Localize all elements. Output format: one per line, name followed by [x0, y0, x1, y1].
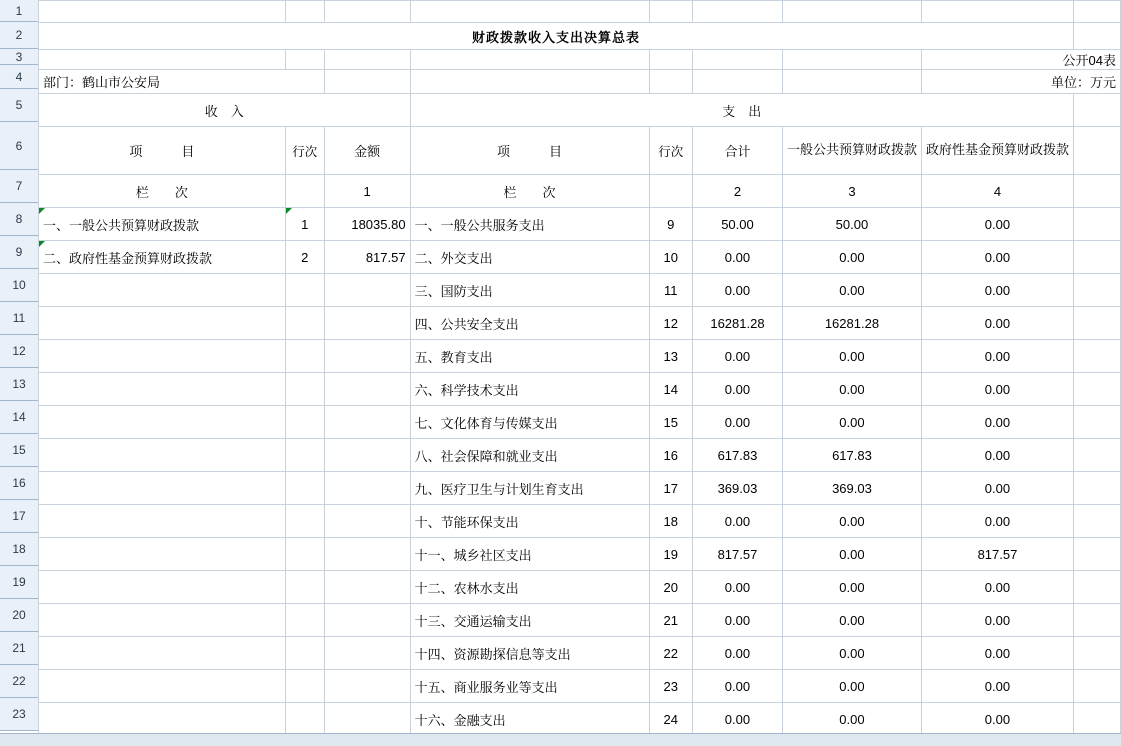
expense-fund-value[interactable]: 0.00 — [921, 307, 1073, 340]
income-line-number[interactable] — [285, 406, 324, 439]
col-header-expense-total: 合计 — [692, 127, 782, 175]
income-item-label[interactable] — [39, 340, 286, 373]
grid-row-4 — [39, 70, 1121, 94]
income-amount-value[interactable] — [324, 670, 410, 703]
row-header-11[interactable]: 11 — [0, 302, 38, 335]
expense-item-label[interactable]: 六、科学技术支出 — [410, 373, 649, 406]
income-amount-value[interactable] — [324, 571, 410, 604]
expense-total-value[interactable]: 0.00 — [692, 505, 782, 538]
expense-item-label[interactable]: 一、一般公共服务支出 — [410, 208, 649, 241]
row-header-21[interactable]: 21 — [0, 632, 38, 665]
column-label-income: 栏 次 — [39, 175, 286, 208]
expense-line-number[interactable]: 20 — [649, 571, 692, 604]
cell-empty[interactable] — [1073, 373, 1120, 406]
cell-empty[interactable] — [1073, 406, 1120, 439]
expense-fund-value[interactable]: 0.00 — [921, 340, 1073, 373]
cell-empty[interactable] — [649, 70, 692, 94]
income-amount-value[interactable] — [324, 406, 410, 439]
cell-empty[interactable] — [692, 70, 782, 94]
income-item-label[interactable] — [39, 670, 286, 703]
expense-general-value[interactable]: 0.00 — [782, 670, 921, 703]
income-line-number[interactable] — [285, 373, 324, 406]
expense-total-value[interactable]: 50.00 — [692, 208, 782, 241]
income-line-number[interactable] — [285, 571, 324, 604]
expense-general-value[interactable]: 0.00 — [782, 604, 921, 637]
income-amount-value[interactable] — [324, 505, 410, 538]
table-row — [39, 670, 1121, 703]
col-header-income-item: 项 目 — [39, 127, 286, 175]
row-header-23[interactable]: 23 — [0, 698, 38, 731]
income-amount-value[interactable] — [324, 472, 410, 505]
row-header-1[interactable]: 1 — [0, 0, 38, 22]
expense-total-value[interactable]: 0.00 — [692, 703, 782, 736]
cell-empty[interactable] — [1073, 439, 1120, 472]
expense-total-value[interactable]: 0.00 — [692, 406, 782, 439]
row-header-22[interactable]: 22 — [0, 665, 38, 698]
expense-line-number[interactable]: 15 — [649, 406, 692, 439]
cell-empty[interactable] — [1073, 23, 1120, 50]
cell-empty[interactable] — [410, 50, 649, 70]
cell-empty[interactable] — [1073, 307, 1120, 340]
cell-empty[interactable] — [285, 175, 324, 208]
grid-row-7 — [39, 175, 1121, 208]
expense-total-value[interactable]: 0.00 — [692, 340, 782, 373]
page-title: 财政拨款收入支出决算总表 — [39, 23, 1074, 50]
table-row — [39, 472, 1121, 505]
cell-empty[interactable] — [782, 1, 921, 23]
expense-line-number[interactable]: 18 — [649, 505, 692, 538]
expense-fund-value[interactable]: 0.00 — [921, 406, 1073, 439]
unit-label: 单位：万元 — [921, 70, 1120, 94]
expense-line-number[interactable]: 12 — [649, 307, 692, 340]
col-header-income-line: 行次 — [285, 127, 324, 175]
expense-general-value[interactable]: 0.00 — [782, 505, 921, 538]
row-header-9[interactable]: 9 — [0, 236, 38, 269]
cell-empty[interactable] — [285, 50, 324, 70]
expense-total-value[interactable]: 0.00 — [692, 670, 782, 703]
expense-total-value[interactable]: 617.83 — [692, 439, 782, 472]
income-item-label[interactable] — [39, 373, 286, 406]
expense-total-value[interactable]: 0.00 — [692, 373, 782, 406]
expense-total-value[interactable]: 0.00 — [692, 604, 782, 637]
expense-total-value[interactable]: 0.00 — [692, 241, 782, 274]
row-header-18[interactable]: 18 — [0, 533, 38, 566]
income-amount-value[interactable] — [324, 439, 410, 472]
expense-fund-value[interactable]: 0.00 — [921, 439, 1073, 472]
expense-general-value[interactable]: 0.00 — [782, 637, 921, 670]
income-amount-value[interactable] — [324, 373, 410, 406]
row-header-4[interactable]: 4 — [0, 65, 38, 89]
income-item-label[interactable] — [39, 307, 286, 340]
expense-general-value[interactable]: 0.00 — [782, 538, 921, 571]
income-line-number[interactable] — [285, 307, 324, 340]
income-line-number[interactable] — [285, 637, 324, 670]
row-header-14[interactable]: 14 — [0, 401, 38, 434]
col-number-1: 1 — [324, 175, 410, 208]
department-label: 部门：鹤山市公安局 — [39, 70, 325, 94]
expense-general-value[interactable]: 0.00 — [782, 373, 921, 406]
report-table — [38, 0, 1121, 736]
table-row — [39, 340, 1121, 373]
sheet-tab-strip[interactable] — [0, 733, 1121, 746]
expense-item-label[interactable]: 四、公共安全支出 — [410, 307, 649, 340]
cell-empty[interactable] — [692, 50, 782, 70]
income-line-number[interactable] — [285, 505, 324, 538]
column-label-expense: 栏 次 — [410, 175, 649, 208]
table-row — [39, 571, 1121, 604]
expense-line-number[interactable]: 17 — [649, 472, 692, 505]
table-row — [39, 241, 1121, 274]
expense-total-value[interactable]: 369.03 — [692, 472, 782, 505]
cell-empty[interactable] — [1073, 637, 1120, 670]
table-row — [39, 406, 1121, 439]
expense-general-value[interactable]: 0.00 — [782, 703, 921, 736]
cell-empty[interactable] — [649, 50, 692, 70]
expense-line-number[interactable]: 24 — [649, 703, 692, 736]
expense-total-value[interactable]: 0.00 — [692, 637, 782, 670]
income-item-label[interactable]: 二、政府性基金预算财政拨款 — [39, 241, 286, 274]
income-item-label[interactable] — [39, 571, 286, 604]
row-header-19[interactable]: 19 — [0, 566, 38, 599]
cell-empty[interactable] — [324, 50, 410, 70]
row-header-17[interactable]: 17 — [0, 500, 38, 533]
expense-fund-value[interactable]: 0.00 — [921, 274, 1073, 307]
grid-row-5 — [39, 94, 1121, 127]
cell-empty[interactable] — [39, 1, 286, 23]
row-header-10[interactable]: 10 — [0, 269, 38, 302]
table-row — [39, 538, 1121, 571]
grid-row-1 — [39, 1, 1121, 23]
cell-empty[interactable] — [1073, 175, 1120, 208]
table-row — [39, 604, 1121, 637]
expense-total-value[interactable]: 0.00 — [692, 274, 782, 307]
expense-fund-value[interactable]: 0.00 — [921, 505, 1073, 538]
income-item-label[interactable] — [39, 505, 286, 538]
expense-line-number[interactable]: 9 — [649, 208, 692, 241]
expense-general-value[interactable]: 617.83 — [782, 439, 921, 472]
table-row — [39, 439, 1121, 472]
table-row — [39, 208, 1121, 241]
cell-empty[interactable] — [782, 70, 921, 94]
expense-general-value[interactable]: 0.00 — [782, 571, 921, 604]
expense-line-number[interactable]: 14 — [649, 373, 692, 406]
expense-total-value[interactable]: 16281.28 — [692, 307, 782, 340]
expense-fund-value[interactable]: 0.00 — [921, 703, 1073, 736]
expense-item-label[interactable]: 十二、农林水支出 — [410, 571, 649, 604]
row-header-column — [0, 0, 39, 731]
income-line-number[interactable] — [285, 472, 324, 505]
expense-fund-value[interactable]: 0.00 — [921, 571, 1073, 604]
cell-empty[interactable] — [692, 1, 782, 23]
col-header-expense-general: 一般公共预算财政拨款 — [782, 127, 921, 175]
income-line-number[interactable] — [285, 439, 324, 472]
income-line-number[interactable] — [285, 604, 324, 637]
income-item-label[interactable] — [39, 703, 286, 736]
row-header-5[interactable]: 5 — [0, 89, 38, 122]
cell-empty[interactable] — [1073, 241, 1120, 274]
cell-empty[interactable] — [1073, 1, 1120, 23]
row-header-2[interactable]: 2 — [0, 22, 38, 49]
cell-empty[interactable] — [410, 1, 649, 23]
income-amount-value[interactable] — [324, 637, 410, 670]
expense-general-value[interactable]: 0.00 — [782, 241, 921, 274]
income-line-number[interactable] — [285, 274, 324, 307]
expense-item-label[interactable]: 十五、商业服务业等支出 — [410, 670, 649, 703]
expense-line-number[interactable]: 22 — [649, 637, 692, 670]
expense-item-label[interactable]: 五、教育支出 — [410, 340, 649, 373]
expense-fund-value[interactable]: 0.00 — [921, 373, 1073, 406]
expense-general-value[interactable]: 50.00 — [782, 208, 921, 241]
table-row — [39, 703, 1121, 736]
expense-item-label[interactable]: 十六、金融支出 — [410, 703, 649, 736]
table-row — [39, 274, 1121, 307]
col-number-4: 4 — [921, 175, 1073, 208]
col-number-3: 3 — [782, 175, 921, 208]
expense-line-number[interactable]: 16 — [649, 439, 692, 472]
cell-empty[interactable] — [1073, 208, 1120, 241]
cell-empty[interactable] — [324, 70, 410, 94]
col-header-income-amount: 金额 — [324, 127, 410, 175]
cell-empty[interactable] — [1073, 472, 1120, 505]
income-line-number[interactable] — [285, 538, 324, 571]
row-header-3[interactable]: 3 — [0, 49, 38, 65]
income-item-label[interactable] — [39, 274, 286, 307]
row-header-16[interactable]: 16 — [0, 467, 38, 500]
expense-line-number[interactable]: 23 — [649, 670, 692, 703]
cell-empty[interactable] — [39, 50, 286, 70]
expense-fund-value[interactable]: 0.00 — [921, 637, 1073, 670]
expense-general-value[interactable]: 0.00 — [782, 340, 921, 373]
income-item-label[interactable] — [39, 406, 286, 439]
income-line-number[interactable] — [285, 703, 324, 736]
grid-row-6 — [39, 127, 1121, 175]
cell-empty[interactable] — [285, 1, 324, 23]
expense-item-label[interactable]: 七、文化体育与传媒支出 — [410, 406, 649, 439]
cell-empty[interactable] — [1073, 703, 1120, 736]
expense-line-number[interactable]: 10 — [649, 241, 692, 274]
grid-row-2 — [39, 23, 1121, 50]
cell-empty[interactable] — [649, 175, 692, 208]
expense-fund-value[interactable]: 0.00 — [921, 604, 1073, 637]
income-item-label[interactable]: 一、一般公共预算财政拨款 — [39, 208, 286, 241]
income-amount-value[interactable] — [324, 538, 410, 571]
expense-item-label[interactable]: 二、外交支出 — [410, 241, 649, 274]
form-code-label: 公开04表 — [921, 50, 1120, 70]
expense-line-number[interactable]: 21 — [649, 604, 692, 637]
sheet-grid — [38, 0, 1121, 736]
col-header-expense-fund: 政府性基金预算财政拨款 — [921, 127, 1073, 175]
income-amount-value[interactable] — [324, 307, 410, 340]
cell-empty[interactable] — [324, 1, 410, 23]
income-amount-value[interactable]: 18035.80 — [324, 208, 410, 241]
expense-item-label[interactable]: 十、节能环保支出 — [410, 505, 649, 538]
row-header-7[interactable]: 7 — [0, 170, 38, 203]
expense-item-label[interactable]: 十一、城乡社区支出 — [410, 538, 649, 571]
cell-empty[interactable] — [921, 1, 1073, 23]
expense-line-number[interactable]: 13 — [649, 340, 692, 373]
row-header-8[interactable]: 8 — [0, 203, 38, 236]
expense-fund-value[interactable]: 817.57 — [921, 538, 1073, 571]
col-number-2: 2 — [692, 175, 782, 208]
cell-empty[interactable] — [1073, 127, 1120, 175]
income-line-number[interactable] — [285, 340, 324, 373]
expense-total-value[interactable]: 0.00 — [692, 571, 782, 604]
cell-empty[interactable] — [1073, 94, 1120, 127]
row-header-12[interactable]: 12 — [0, 335, 38, 368]
income-amount-value[interactable]: 817.57 — [324, 241, 410, 274]
income-item-label[interactable] — [39, 472, 286, 505]
expense-line-number[interactable]: 11 — [649, 274, 692, 307]
income-amount-value[interactable] — [324, 340, 410, 373]
income-item-label[interactable] — [39, 538, 286, 571]
income-amount-value[interactable] — [324, 604, 410, 637]
cell-empty[interactable] — [410, 70, 649, 94]
table-row — [39, 307, 1121, 340]
income-amount-value[interactable] — [324, 274, 410, 307]
section-header-income: 收 入 — [39, 94, 411, 127]
expense-item-label[interactable]: 十三、交通运输支出 — [410, 604, 649, 637]
row-header-6[interactable]: 6 — [0, 122, 38, 170]
expense-item-label[interactable]: 八、社会保障和就业支出 — [410, 439, 649, 472]
expense-fund-value[interactable]: 0.00 — [921, 241, 1073, 274]
cell-empty[interactable] — [649, 1, 692, 23]
income-item-label[interactable] — [39, 604, 286, 637]
cell-empty[interactable] — [1073, 505, 1120, 538]
row-header-13[interactable]: 13 — [0, 368, 38, 401]
expense-general-value[interactable]: 369.03 — [782, 472, 921, 505]
cell-empty[interactable] — [1073, 538, 1120, 571]
income-line-number[interactable] — [285, 670, 324, 703]
cell-empty[interactable] — [1073, 604, 1120, 637]
expense-item-label[interactable]: 三、国防支出 — [410, 274, 649, 307]
income-line-number[interactable]: 1 — [285, 208, 324, 241]
cell-empty[interactable] — [1073, 670, 1120, 703]
col-header-expense-line: 行次 — [649, 127, 692, 175]
cell-empty[interactable] — [782, 50, 921, 70]
table-row — [39, 505, 1121, 538]
income-amount-value[interactable] — [324, 703, 410, 736]
income-item-label[interactable] — [39, 637, 286, 670]
expense-total-value[interactable]: 817.57 — [692, 538, 782, 571]
row-header-15[interactable]: 15 — [0, 434, 38, 467]
expense-item-label[interactable]: 十四、资源勘探信息等支出 — [410, 637, 649, 670]
expense-fund-value[interactable]: 0.00 — [921, 472, 1073, 505]
table-row — [39, 637, 1121, 670]
expense-fund-value[interactable]: 0.00 — [921, 670, 1073, 703]
section-header-expense: 支 出 — [410, 94, 1073, 127]
expense-fund-value[interactable]: 0.00 — [921, 208, 1073, 241]
col-header-expense-item: 项 目 — [410, 127, 649, 175]
income-line-number[interactable]: 2 — [285, 241, 324, 274]
expense-item-label[interactable]: 九、医疗卫生与计划生育支出 — [410, 472, 649, 505]
table-row — [39, 373, 1121, 406]
row-header-20[interactable]: 20 — [0, 599, 38, 632]
cell-empty[interactable] — [1073, 340, 1120, 373]
expense-general-value[interactable]: 0.00 — [782, 274, 921, 307]
grid-row-3 — [39, 50, 1121, 70]
expense-general-value[interactable]: 16281.28 — [782, 307, 921, 340]
expense-line-number[interactable]: 19 — [649, 538, 692, 571]
income-item-label[interactable] — [39, 439, 286, 472]
expense-general-value[interactable]: 0.00 — [782, 406, 921, 439]
cell-empty[interactable] — [1073, 571, 1120, 604]
cell-empty[interactable] — [1073, 274, 1120, 307]
